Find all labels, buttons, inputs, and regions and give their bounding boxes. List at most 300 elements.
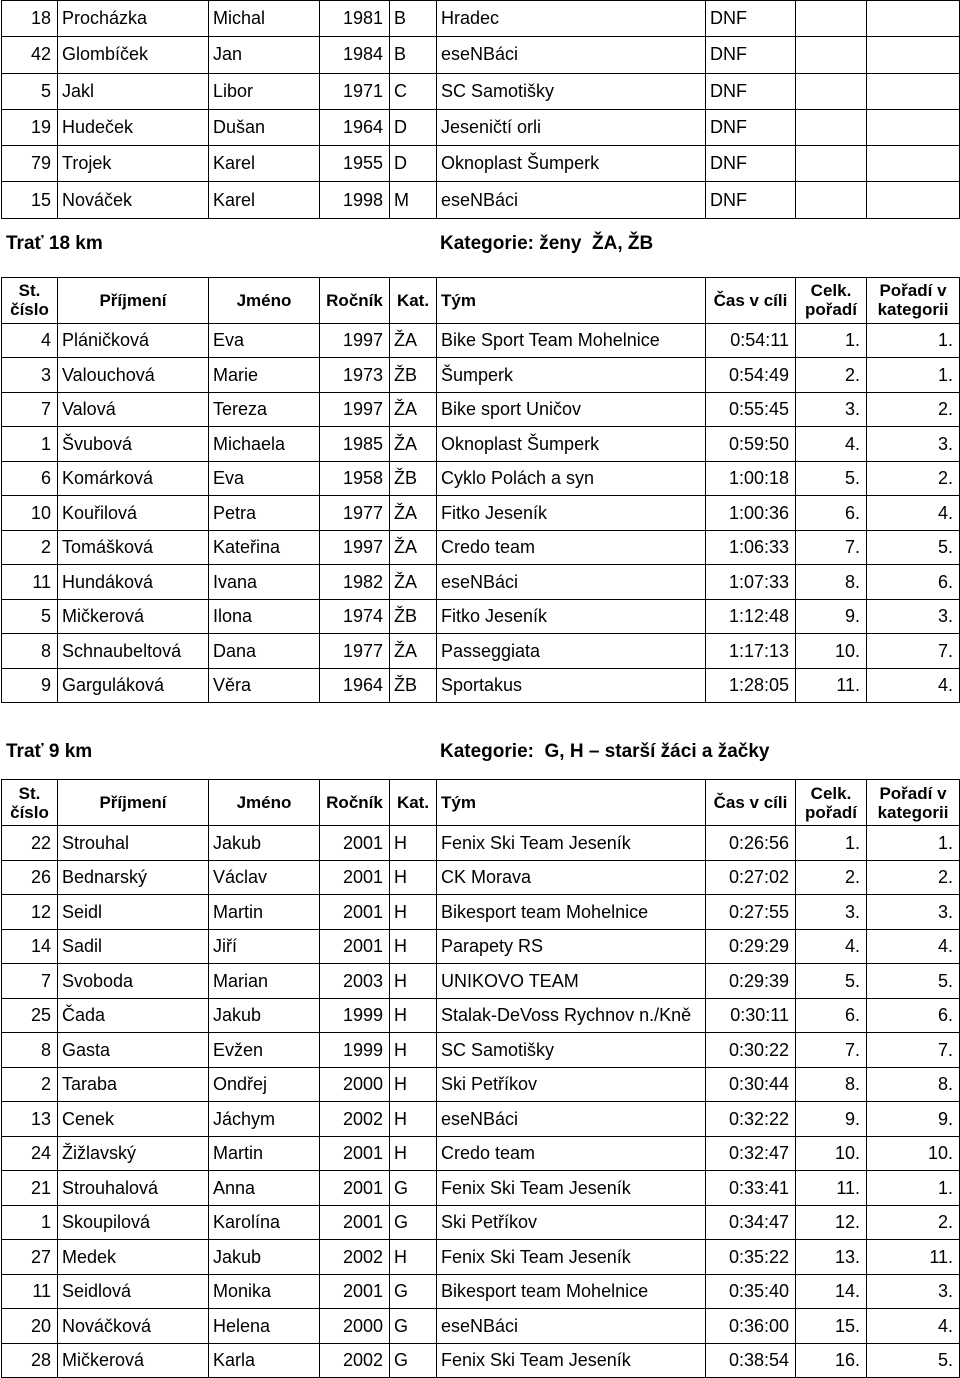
overall-rank [796,146,867,182]
table-header-row [2,277,960,323]
category: G [390,1343,437,1378]
finish-time: 0:34:47 [706,1205,796,1240]
category-rank [867,146,960,182]
overall-rank: 7. [796,530,867,565]
finish-time: 0:29:39 [706,964,796,999]
category-rank: 3. [867,599,960,634]
birth-year: 2001 [320,826,390,861]
team: Bikesport team Mohelnice [437,895,706,930]
table-row [2,1274,960,1309]
start-number: 79 [2,146,58,182]
category: C [390,73,437,109]
category: ŽB [390,668,437,703]
category: M [390,182,437,218]
first-name: Jakub [209,826,320,861]
table-row [2,565,960,600]
start-number: 2 [2,530,58,565]
team: Fitko Jeseník [437,496,706,531]
finish-time: 0:38:54 [706,1343,796,1378]
category-rank [867,109,960,145]
section-18km-heading [0,219,960,277]
first-name: Helena [209,1309,320,1344]
header-year: Ročník [320,780,390,826]
birth-year: 2002 [320,1102,390,1137]
first-name: Eva [209,323,320,358]
birth-year: 1955 [320,146,390,182]
first-name: Michaela [209,427,320,462]
team: Stalak-DeVoss Rychnov n./Kně [437,998,706,1033]
finish-time: DNF [706,73,796,109]
surname: Strouhalová [58,1171,209,1206]
surname: Svoboda [58,964,209,999]
start-number: 2 [2,1067,58,1102]
birth-year: 1964 [320,109,390,145]
category: H [390,1102,437,1137]
category-rank: 2. [867,1205,960,1240]
team: Passeggiata [437,634,706,669]
team: Bike Sport Team Mohelnice [437,323,706,358]
category-rank: 1. [867,323,960,358]
birth-year: 2001 [320,1205,390,1240]
start-number: 22 [2,826,58,861]
category: H [390,1067,437,1102]
overall-rank: 13. [796,1240,867,1275]
start-number: 8 [2,634,58,669]
birth-year: 1984 [320,37,390,73]
category-rank: 7. [867,1033,960,1068]
birth-year: 1985 [320,427,390,462]
birth-year: 2001 [320,1274,390,1309]
category: ŽA [390,323,437,358]
overall-rank [796,182,867,218]
finish-time: 0:30:11 [706,998,796,1033]
finish-time: DNF [706,182,796,218]
table-row [2,182,960,218]
birth-year: 2001 [320,1136,390,1171]
birth-year: 2002 [320,1343,390,1378]
first-name: Eva [209,461,320,496]
finish-time: 0:33:41 [706,1171,796,1206]
surname: Nováček [58,182,209,218]
team: eseNBáci [437,37,706,73]
birth-year: 1977 [320,496,390,531]
overall-rank: 5. [796,461,867,496]
results-table-18km [1,277,960,704]
overall-rank: 4. [796,427,867,462]
table-row [2,895,960,930]
start-number: 8 [2,1033,58,1068]
category-rank: 3. [867,895,960,930]
surname: Garguláková [58,668,209,703]
start-number: 18 [2,1,58,37]
category: H [390,998,437,1033]
category-rank: 4. [867,929,960,964]
birth-year: 1974 [320,599,390,634]
team: Hradec [437,1,706,37]
start-number: 5 [2,73,58,109]
finish-time: 0:59:50 [706,427,796,462]
surname: Valouchová [58,358,209,393]
overall-rank: 5. [796,964,867,999]
team: SC Samotišky [437,1033,706,1068]
surname: Čada [58,998,209,1033]
overall-rank: 15. [796,1309,867,1344]
finish-time: 0:54:49 [706,358,796,393]
birth-year: 1964 [320,668,390,703]
team: eseNBáci [437,565,706,600]
table-row [2,1240,960,1275]
start-number: 25 [2,998,58,1033]
category: ŽA [390,634,437,669]
category: H [390,1136,437,1171]
team: Oknoplast Šumperk [437,146,706,182]
category: G [390,1309,437,1344]
category-rank [867,1,960,37]
finish-time: 0:32:47 [706,1136,796,1171]
team: Fitko Jeseník [437,599,706,634]
category-rank [867,182,960,218]
surname: Bednarský [58,860,209,895]
finish-time: 0:30:44 [706,1067,796,1102]
first-name: Petra [209,496,320,531]
category-rank: 3. [867,427,960,462]
category-rank: 4. [867,668,960,703]
start-number: 7 [2,392,58,427]
header-category-rank: Pořadí v kategorii [867,780,960,826]
start-number: 11 [2,565,58,600]
start-number: 14 [2,929,58,964]
finish-time: 0:55:45 [706,392,796,427]
overall-rank: 7. [796,1033,867,1068]
category-rank: 7. [867,634,960,669]
team: Credo team [437,1136,706,1171]
first-name: Karel [209,146,320,182]
category: H [390,826,437,861]
birth-year: 2000 [320,1309,390,1344]
birth-year: 2001 [320,860,390,895]
first-name: Ondřej [209,1067,320,1102]
header-no: St. číslo [2,277,58,323]
first-name: Kateřina [209,530,320,565]
birth-year: 1977 [320,634,390,669]
finish-time: 0:35:40 [706,1274,796,1309]
category: ŽB [390,461,437,496]
finish-time: 1:00:18 [706,461,796,496]
category: ŽA [390,565,437,600]
category-rank: 6. [867,998,960,1033]
overall-rank: 11. [796,1171,867,1206]
overall-rank: 2. [796,860,867,895]
first-name: Monika [209,1274,320,1309]
surname: Tomášková [58,530,209,565]
table-row [2,1205,960,1240]
start-number: 1 [2,427,58,462]
first-name: Jakub [209,1240,320,1275]
category-rank: 5. [867,964,960,999]
team: UNIKOVO TEAM [437,964,706,999]
finish-time: 0:27:55 [706,895,796,930]
surname: Glombíček [58,37,209,73]
team: eseNBáci [437,182,706,218]
category-rank: 2. [867,392,960,427]
overall-rank: 1. [796,826,867,861]
header-overall: Celk. pořadí [796,780,867,826]
start-number: 6 [2,461,58,496]
birth-year: 1999 [320,1033,390,1068]
table-row [2,668,960,703]
table-row [2,427,960,462]
overall-rank: 1. [796,323,867,358]
surname: Skoupilová [58,1205,209,1240]
start-number: 13 [2,1102,58,1137]
table-row [2,634,960,669]
header-surname: Příjmení [58,780,209,826]
start-number: 12 [2,895,58,930]
overall-rank: 10. [796,1136,867,1171]
first-name: Marie [209,358,320,393]
start-number: 10 [2,496,58,531]
team: SC Samotišky [437,73,706,109]
overall-rank: 4. [796,929,867,964]
results-table-9km [1,779,960,1378]
overall-rank: 6. [796,998,867,1033]
table-row [2,1033,960,1068]
surname: Schnaubeltová [58,634,209,669]
table-row [2,1309,960,1344]
category-rank [867,37,960,73]
surname: Žižlavský [58,1136,209,1171]
first-name: Dana [209,634,320,669]
surname: Gasta [58,1033,209,1068]
start-number: 15 [2,182,58,218]
overall-rank: 8. [796,565,867,600]
first-name: Jan [209,37,320,73]
track-title: Trať 18 km [6,232,103,254]
team: Parapety RS [437,929,706,964]
team: CK Morava [437,860,706,895]
first-name: Michal [209,1,320,37]
start-number: 11 [2,1274,58,1309]
overall-rank: 9. [796,1102,867,1137]
birth-year: 2002 [320,1240,390,1275]
first-name: Václav [209,860,320,895]
overall-rank: 9. [796,599,867,634]
surname: Seidl [58,895,209,930]
finish-time: 0:30:22 [706,1033,796,1068]
first-name: Dušan [209,109,320,145]
first-name: Martin [209,895,320,930]
table-row [2,1136,960,1171]
table-row [2,860,960,895]
start-number: 26 [2,860,58,895]
team: Fenix Ski Team Jeseník [437,1343,706,1378]
first-name: Jakub [209,998,320,1033]
finish-time: 1:12:48 [706,599,796,634]
finish-time: 0:27:02 [706,860,796,895]
surname: Taraba [58,1067,209,1102]
surname: Seidlová [58,1274,209,1309]
start-number: 4 [2,323,58,358]
finish-time: 0:29:29 [706,929,796,964]
birth-year: 1981 [320,1,390,37]
category: B [390,37,437,73]
start-number: 21 [2,1171,58,1206]
start-number: 7 [2,964,58,999]
overall-rank: 3. [796,895,867,930]
surname: Medek [58,1240,209,1275]
birth-year: 1982 [320,565,390,600]
overall-rank [796,73,867,109]
table-row [2,826,960,861]
surname: Cenek [58,1102,209,1137]
first-name: Ivana [209,565,320,600]
team: Ski Petříkov [437,1067,706,1102]
header-category: Kat. [390,780,437,826]
first-name: Jiří [209,929,320,964]
surname: Hundáková [58,565,209,600]
first-name: Tereza [209,392,320,427]
category: H [390,1033,437,1068]
table-row [2,73,960,109]
category-rank: 3. [867,1274,960,1309]
surname: Sadil [58,929,209,964]
team: Bikesport team Mohelnice [437,1274,706,1309]
birth-year: 1998 [320,182,390,218]
surname: Trojek [58,146,209,182]
header-category-rank: Pořadí v kategorii [867,277,960,323]
section-9km-heading [0,717,960,779]
surname: Komárková [58,461,209,496]
team: Jeseničtí orli [437,109,706,145]
finish-time: 0:54:11 [706,323,796,358]
start-number: 3 [2,358,58,393]
overall-rank: 2. [796,358,867,393]
category-rank: 2. [867,860,960,895]
header-category: Kat. [390,277,437,323]
surname: Hudeček [58,109,209,145]
overall-rank: 16. [796,1343,867,1378]
start-number: 5 [2,599,58,634]
finish-time: 0:32:22 [706,1102,796,1137]
finish-time: DNF [706,146,796,182]
finish-time: DNF [706,109,796,145]
table-row [2,1,960,37]
finish-time: 1:17:13 [706,634,796,669]
category-title: Kategorie: G, H – starší žáci a žačky [440,741,770,763]
category: H [390,1240,437,1275]
birth-year: 2001 [320,1171,390,1206]
header-time: Čas v cíli [706,780,796,826]
category-rank: 1. [867,358,960,393]
table-row [2,1171,960,1206]
overall-rank: 10. [796,634,867,669]
first-name: Karel [209,182,320,218]
overall-rank: 3. [796,392,867,427]
table-row [2,1102,960,1137]
category-title: Kategorie: ženy ŽA, ŽB [440,232,654,254]
table-row [2,37,960,73]
overall-rank: 12. [796,1205,867,1240]
team: Fenix Ski Team Jeseník [437,826,706,861]
category: G [390,1205,437,1240]
surname: Kouřilová [58,496,209,531]
table-row [2,323,960,358]
start-number: 27 [2,1240,58,1275]
first-name: Věra [209,668,320,703]
first-name: Karla [209,1343,320,1378]
first-name: Evžen [209,1033,320,1068]
finish-time: 1:07:33 [706,565,796,600]
first-name: Libor [209,73,320,109]
category: G [390,1171,437,1206]
first-name: Anna [209,1171,320,1206]
category-rank: 11. [867,1240,960,1275]
category: ŽB [390,358,437,393]
category: D [390,146,437,182]
finish-time: 1:28:05 [706,668,796,703]
header-year: Ročník [320,277,390,323]
start-number: 20 [2,1309,58,1344]
surname: Valová [58,392,209,427]
start-number: 42 [2,37,58,73]
table-row [2,530,960,565]
category: H [390,964,437,999]
category: D [390,109,437,145]
team: eseNBáci [437,1309,706,1344]
table-header-row [2,780,960,826]
header-team: Tým [437,277,706,323]
category: ŽA [390,530,437,565]
team: Ski Petříkov [437,1205,706,1240]
team: Credo team [437,530,706,565]
table-row [2,998,960,1033]
surname: Mičkerová [58,1343,209,1378]
surname: Strouhal [58,826,209,861]
category-rank: 8. [867,1067,960,1102]
category-rank [867,73,960,109]
category-rank: 6. [867,565,960,600]
table-row [2,109,960,145]
surname: Jakl [58,73,209,109]
start-number: 9 [2,668,58,703]
category-rank: 4. [867,496,960,531]
category-rank: 2. [867,461,960,496]
team: Cyklo Polách a syn [437,461,706,496]
table-row [2,392,960,427]
team: Fenix Ski Team Jeseník [437,1171,706,1206]
birth-year: 1971 [320,73,390,109]
category: G [390,1274,437,1309]
category: ŽA [390,496,437,531]
first-name: Ilona [209,599,320,634]
birth-year: 1999 [320,998,390,1033]
finish-time: 0:26:56 [706,826,796,861]
table-row [2,461,960,496]
overall-rank [796,37,867,73]
category: H [390,929,437,964]
header-overall: Celk. pořadí [796,277,867,323]
dnf-results-table [1,0,960,219]
birth-year: 2001 [320,929,390,964]
overall-rank [796,1,867,37]
surname: Švubová [58,427,209,462]
overall-rank: 8. [796,1067,867,1102]
team: Sportakus [437,668,706,703]
team: Bike sport Uničov [437,392,706,427]
birth-year: 1958 [320,461,390,496]
surname: Pláničková [58,323,209,358]
table-row [2,496,960,531]
